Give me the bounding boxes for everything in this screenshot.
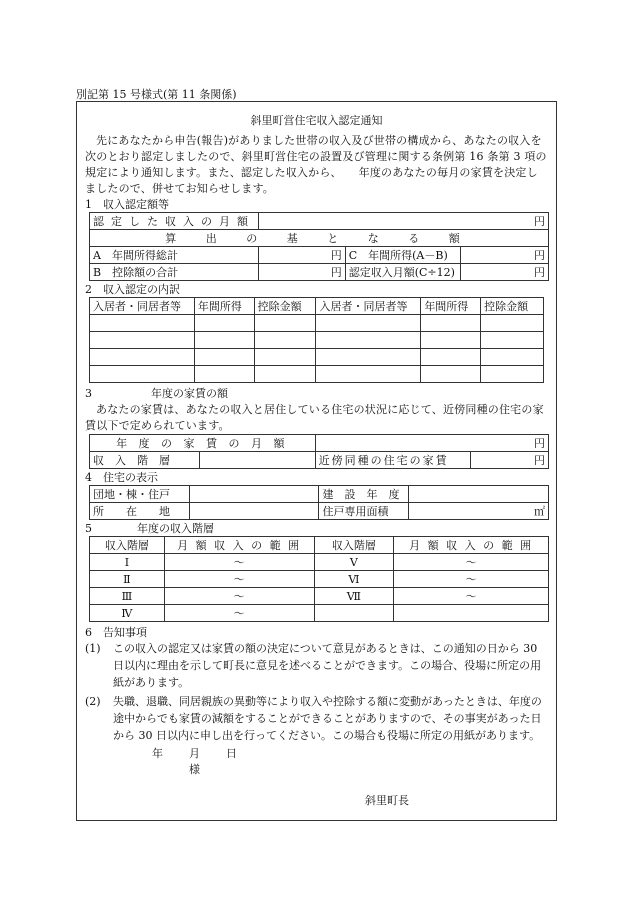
level-cell: Ⅶ (314, 588, 394, 605)
range-cell (394, 605, 549, 622)
issue-date: 年 月 日 (152, 747, 237, 760)
certified-monthly-value: 円 (460, 264, 548, 281)
range-header: 月 額 収 入 の 範 囲 (394, 537, 549, 554)
form-number: 別記第 15 号様式(第 11 条関係) (76, 88, 237, 101)
notice-item: (1) この収入の認定又は家賃の額の決定について意見があるときは、この通知の日から 30 日以内に理由を示して町長に意見を述べることができます。この場合、役場に所定の用紙があります。 (85, 642, 542, 689)
level-header: 収入階層 (314, 537, 394, 554)
level-cell: Ⅴ (314, 554, 394, 571)
level-header: 収入階層 (90, 537, 165, 554)
level-cell: Ⅰ (90, 554, 165, 571)
level-cell: Ⅲ (90, 588, 165, 605)
level-cell: Ⅳ (90, 605, 165, 622)
location-label: 所 在 地 (90, 503, 190, 520)
built-year-value (409, 486, 549, 503)
notice-list (85, 640, 548, 744)
income-level-label: 収 入 階 層 (90, 452, 200, 469)
breakdown-header: 年間所得 (421, 298, 481, 315)
section-6-heading: 6 告知事項 (85, 626, 147, 639)
deduction-total-value: 円 (259, 264, 346, 281)
rent-table (89, 434, 549, 469)
rent-explanation: あなたの家賃は、あなたの収入と居住している住宅の状況に応じて、近傍同種の住宅の家賃以下で定められています。 (85, 403, 544, 432)
addressee-honorific: 様 (189, 763, 200, 776)
range-cell: ～ (164, 554, 314, 571)
breakdown-header: 控除金額 (481, 298, 544, 315)
section-1-heading: 1 収入認定額等 (85, 198, 169, 211)
intro-paragraph: 先にあなたから申告(報告)がありました世帯の収入及び世帯の構成から、あなたの収入を次のとおり認定しましたので、斜里町営住宅の設置及び管理に関する条例第 16 条第 3 項の規定により通知します。また、認定した収入から、 年度のあなたの毎月の家賃を決定しましたので、併せてお知らせします。 (85, 134, 547, 195)
deduction-total-label: B 控除額の合計 (90, 264, 259, 281)
income-certification-table (89, 212, 549, 281)
notice-frame (76, 101, 557, 821)
breakdown-row (90, 332, 544, 349)
housing-table (89, 485, 549, 520)
monthly-rent-label: 年 度 の 家 賃 の 月 額 (90, 435, 316, 452)
breakdown-row (90, 349, 544, 366)
breakdown-row (90, 315, 544, 332)
estate-value (189, 486, 319, 503)
issuer-name: 斜里町長 (365, 794, 409, 807)
annual-income-total-label: A 年間所得総計 (90, 247, 259, 264)
annual-income-c-label: C 年間所得(A－B) (345, 247, 460, 264)
certified-monthly-label: 認定収入月額(C÷12) (345, 264, 460, 281)
breakdown-header: 年間所得 (194, 298, 254, 315)
page-title: 斜里町営住宅収入認定通知 (250, 114, 383, 127)
floor-area-label: 住戸専用面積 (319, 503, 409, 520)
section-2-heading: 2 収入認定の内訳 (85, 283, 180, 296)
monthly-rent-value: 円 (315, 435, 548, 452)
section-4-heading: 4 住宅の表示 (85, 471, 158, 484)
income-level-table (89, 536, 549, 622)
income-level-value (199, 452, 315, 469)
range-cell: ～ (164, 588, 314, 605)
section-3-heading: 3 年度の家賃の額 (85, 387, 228, 400)
breakdown-header: 控除金額 (254, 298, 316, 315)
annual-income-total-value: 円 (259, 247, 346, 264)
level-cell: Ⅵ (314, 571, 394, 588)
level-cell: Ⅱ (90, 571, 165, 588)
breakdown-header: 入居者・同居者等 (90, 298, 195, 315)
range-cell: ～ (394, 554, 549, 571)
breakdown-row (90, 366, 544, 383)
floor-area-value: ㎡ (409, 503, 549, 520)
estate-label: 団地・棟・住戸 (90, 486, 190, 503)
breakdown-header: 入居者・同居者等 (316, 298, 421, 315)
range-cell: ～ (164, 571, 314, 588)
annual-income-c-value: 円 (460, 247, 548, 264)
monthly-income-value: 円 (259, 213, 549, 230)
section-5-heading: 5 年度の収入階層 (85, 522, 214, 535)
range-header: 月 額 収 入 の 範 囲 (164, 537, 314, 554)
nearby-rent-value: 円 (471, 452, 549, 469)
location-value (189, 503, 319, 520)
notice-item: (2) 失職、退職、同居親族の異動等により収入や控除する額に変動があったときは、年度の途中からでも家賃の減額をすることができることがありますので、その事実があった日から 30 日以内に申し出を行ってください。この場合も役場に所定の用紙があります。 (85, 695, 542, 742)
income-breakdown-table (89, 297, 544, 383)
monthly-income-label: 認定した収入の月額 (90, 213, 259, 230)
nearby-rent-label: 近傍同種の住宅の家賃 (315, 452, 471, 469)
built-year-label: 建 設 年 度 (319, 486, 409, 503)
range-cell: ～ (394, 588, 549, 605)
range-cell: ～ (164, 605, 314, 622)
level-cell (314, 605, 394, 622)
range-cell: ～ (394, 571, 549, 588)
calculation-basis-label: 算 出 の 基 と な る 額 (90, 230, 549, 247)
